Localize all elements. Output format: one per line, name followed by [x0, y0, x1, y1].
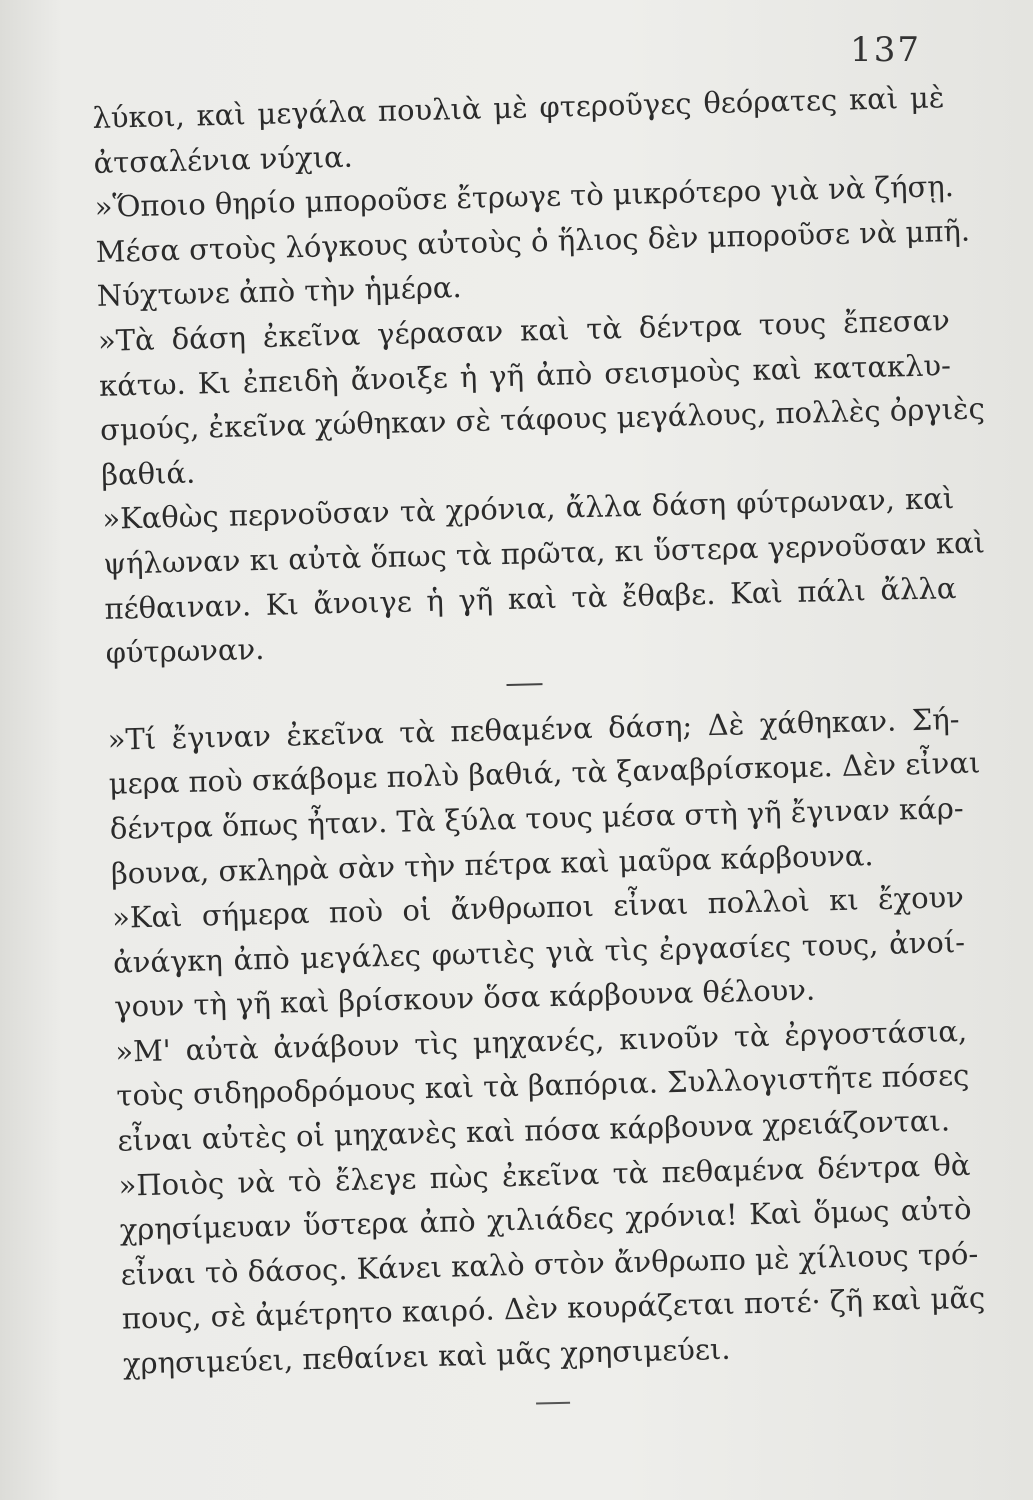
text-line: »Τὰ δάση ἐκεῖνα γέρασαν καὶ τὰ δέντρα τους ἔπεσαν: [97, 303, 951, 358]
text-line: γουν τὴ γῆ καὶ βρίσκουν ὅσα κάρβουνα θέλουν.: [113, 972, 816, 1025]
text-line: ἀνάγκη ἀπὸ μεγάλες φωτιὲς γιὰ τὶς ἐργασίες τους, ἀνοί-: [112, 924, 966, 980]
text-line: »Ποιὸς νὰ τὸ ἔλεγε πὼς ἐκεῖνα τὰ πεθαμένα δέντρα θὰ: [118, 1147, 971, 1203]
text-line: λύκοι, καὶ μεγάλα πουλιὰ μὲ φτεροῦγες θεόρατες καὶ μὲ: [92, 80, 945, 135]
text-line: βαθιά.: [100, 455, 196, 492]
text-line: »Καθὼς περνοῦσαν τὰ χρόνια, ἄλλα δάση φύτρωναν, καὶ: [101, 481, 955, 537]
text-section-before-rule: [92, 75, 986, 675]
text-line: »Τί ἔγιναν ἐκεῖνα τὰ πεθαμένα δάση; Δὲ χάθηκαν. Σή-: [107, 701, 960, 757]
text-line: εἶναι τὸ δάσος. Κάνει καλὸ στὸν ἄνθρωπο μὲ χίλιους τρό-: [120, 1236, 979, 1292]
text-line: χρησίμευαν ὕστερα ἀπὸ χιλιάδες χρόνια! Καὶ ὅμως αὐτὸ: [119, 1192, 972, 1247]
text-line: τοὺς σιδηροδρόμους καὶ τὰ βαπόρια. Συλλογιστῆτε πόσες: [116, 1058, 970, 1114]
text-line: βουνα, σκληρὰ σὰν τὴν πέτρα καὶ μαῦρα κάρβουνα.: [110, 837, 874, 891]
text-line: ἀτσαλένια νύχια.: [93, 139, 354, 180]
text-line: πους, σὲ ἀμέτρητο καιρό. Δὲν κουράζεται ποτέ· ζῆ καὶ μᾶς: [121, 1280, 986, 1337]
text-line: εἶναι αὐτὲς οἱ μηχανὲς καὶ πόσα κάρβουνα χρειάζονται.: [117, 1103, 951, 1158]
end-divider: [536, 1401, 570, 1404]
text-line: πέθαιναν. Κι ἄνοιγε ἡ γῆ καὶ τὰ ἔθαβε. Καὶ πάλι ἄλλα: [104, 570, 957, 626]
text-line: φύτρωναν.: [105, 632, 265, 670]
text-line: Νύχτωνε ἀπὸ τὴν ἡμέρα.: [96, 270, 463, 314]
text-line: »Μ' αὐτὰ ἀνάβουν τὶς μηχανές, κινοῦν τὰ ἐργοστάσια,: [114, 1013, 968, 1069]
page-number: 137: [850, 30, 921, 70]
text-line: μερα ποὺ σκάβομε πολὺ βαθιά, τὰ ξαναβρίσκομε. Δὲν εἶναι: [108, 745, 981, 802]
text-section-after-rule: [107, 697, 986, 1387]
text-line: δέντρα ὅπως ἦταν. Τὰ ξύλα τους μέσα στὴ γῆ ἔγιναν κάρ-: [109, 790, 965, 846]
text-line: »Ὅποιο θηρίο μποροῦσε ἔτρωγε τὸ μικρότερο γιὰ νὰ ζήσῃ.: [94, 169, 955, 225]
text-line: κάτω. Κι ἐπειδὴ ἄνοιξε ἡ γῆ ἀπὸ σεισμοὺς καὶ κατακλυ-: [98, 347, 952, 403]
text-line: χρησιμεύει, πεθαίνει καὶ μᾶς χρησιμεύει.: [122, 1331, 731, 1381]
text-line: ψήλωναν κι αὐτὰ ὅπως τὰ πρῶτα, κι ὕστερα γερνοῦσαν καὶ: [103, 525, 986, 581]
text-line: »Καὶ σήμερα ποὺ οἱ ἄνθρωποι εἶναι πολλοὶ κι ἔχουν: [111, 880, 965, 935]
text-line: Μέσα στοὺς λόγκους αὐτοὺς ὁ ἥλιος δὲν μποροῦσε νὰ μπῆ.: [95, 213, 971, 269]
page-text: [92, 75, 986, 1414]
section-divider: [506, 683, 542, 686]
text-line: σμούς, ἐκεῖνα χώθηκαν σὲ τάφους μεγάλους, πολλὲς ὀργιὲς: [99, 391, 986, 448]
